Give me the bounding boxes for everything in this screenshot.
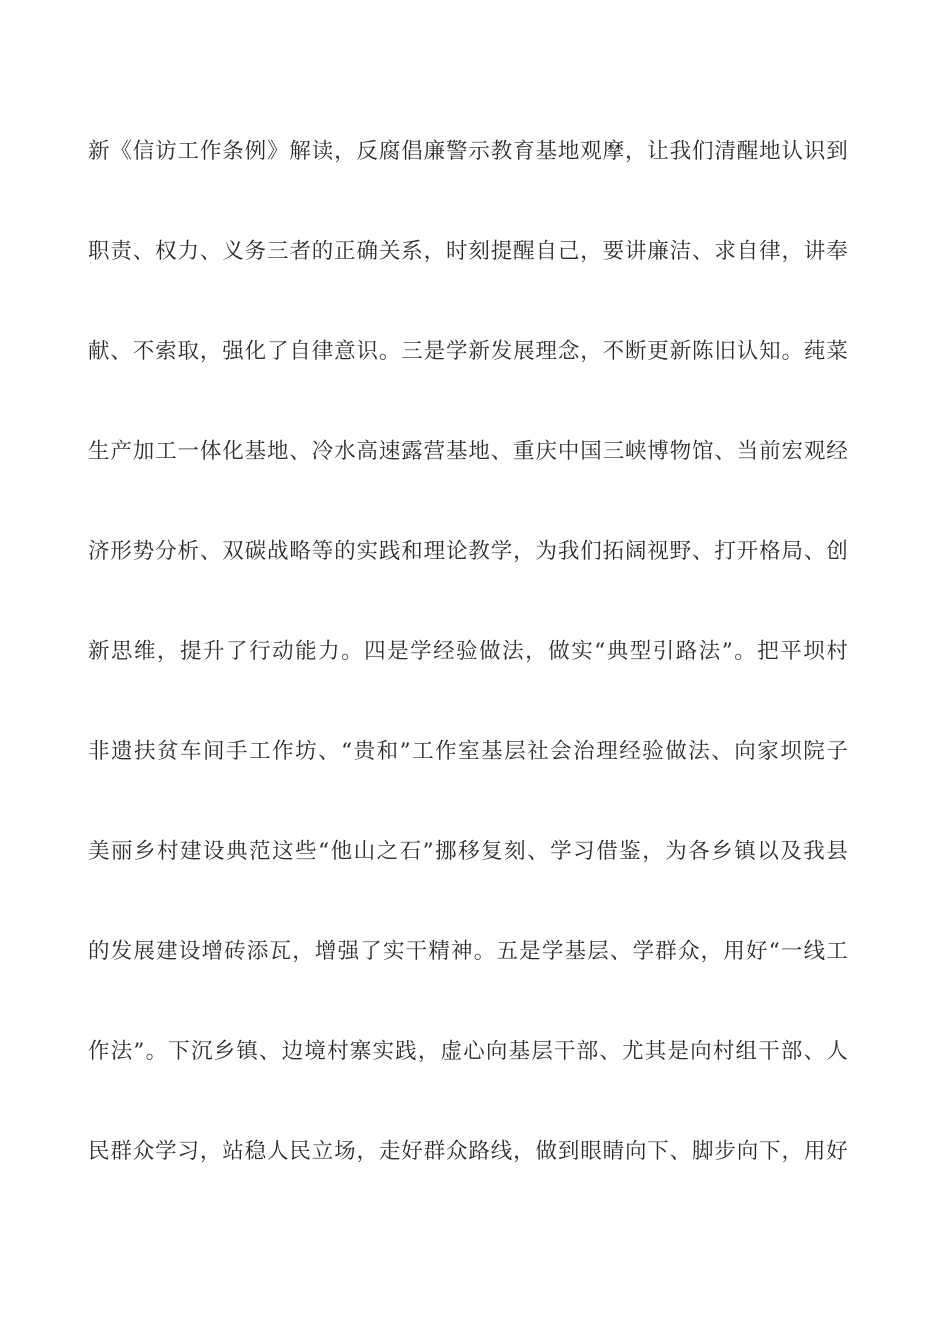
text-line: 民群众学习，站稳人民立场，走好群众路线，做到眼睛向下、脚步向下，用好 [88, 1139, 848, 1164]
text-line: 新思维，提升了行动能力。四是学经验做法，做实“典型引路法”。把平坝村 [88, 639, 848, 664]
text-line: 新《信访工作条例》解读，反腐倡廉警示教育基地观摩，让我们清醒地认识到 [88, 139, 848, 164]
text-line: 职责、权力、义务三者的正确关系，时刻提醒自己，要讲廉洁、求自律，讲奉 [88, 239, 848, 264]
text-line: 的发展建设增砖添瓦，增强了实干精神。五是学基层、学群众，用好“一线工 [88, 939, 848, 964]
text-line: 献、不索取，强化了自律意识。三是学新发展理念，不断更新陈旧认知。莼菜 [88, 339, 848, 364]
text-line: 济形势分析、双碳战略等的实践和理论教学，为我们拓阔视野、打开格局、创 [88, 539, 848, 564]
text-line: 非遗扶贫车间手工作坊、“贵和”工作室基层社会治理经验做法、向家坝院子 [88, 739, 848, 764]
text-line: 生产加工一体化基地、冷水高速露营基地、重庆中国三峡博物馆、当前宏观经 [88, 439, 848, 464]
text-line: 作法”。下沉乡镇、边境村寨实践，虚心向基层干部、尤其是向村组干部、人 [88, 1039, 848, 1064]
text-line: 美丽乡村建设典范这些“他山之石”挪移复刻、学习借鉴，为各乡镇以及我县 [88, 839, 848, 864]
body-text [88, 128, 848, 1228]
